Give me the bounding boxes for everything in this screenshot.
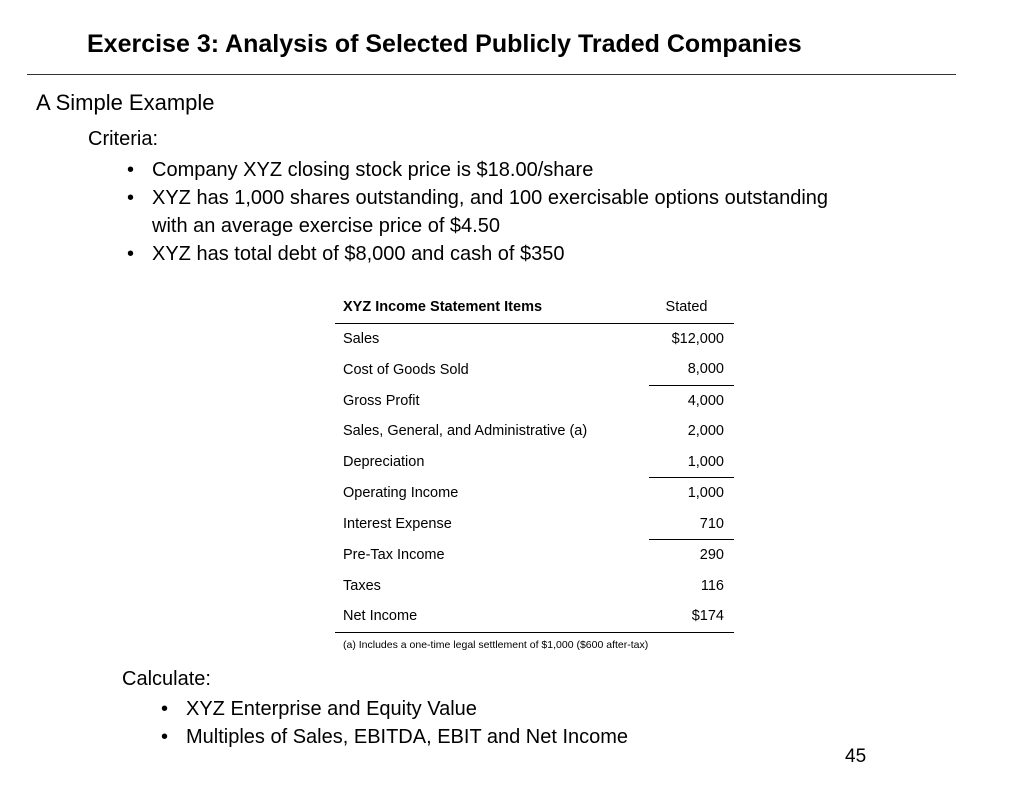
footnote-row bbox=[335, 632, 734, 657]
row-value: 116 bbox=[700, 577, 724, 594]
row-value: 710 bbox=[649, 509, 734, 540]
row-label: Net Income bbox=[335, 601, 649, 632]
calculate-list bbox=[161, 695, 801, 751]
row-value: 4,000 bbox=[687, 392, 724, 409]
row-value: 1,000 bbox=[649, 447, 734, 478]
criteria-label: Criteria: bbox=[88, 128, 159, 150]
criteria-list bbox=[127, 156, 847, 268]
page-number: 45 bbox=[845, 746, 867, 767]
column-header-items: XYZ Income Statement Items bbox=[335, 292, 649, 323]
criteria-item: • XYZ has total debt of $8,000 and cash of $350 bbox=[127, 240, 847, 268]
row-label: Interest Expense bbox=[343, 516, 452, 532]
row-value: $174 bbox=[649, 601, 734, 632]
row-label: Pre-Tax Income bbox=[343, 547, 445, 563]
table-row bbox=[335, 478, 734, 509]
criteria-item: • XYZ has 1,000 shares outstanding, and 100 exercisable options outstanding with an average exercise price of $4.50 bbox=[127, 184, 847, 240]
calculate-label: Calculate: bbox=[122, 668, 211, 690]
row-label: Operating Income bbox=[343, 485, 459, 501]
table-row bbox=[335, 385, 734, 416]
table-row bbox=[335, 571, 734, 602]
row-value: 2,000 bbox=[687, 423, 724, 440]
row-value: 1,000 bbox=[687, 485, 724, 502]
row-value: 8,000 bbox=[649, 354, 734, 385]
income-statement-table bbox=[335, 292, 734, 657]
table-row bbox=[335, 509, 734, 540]
table-row bbox=[335, 354, 734, 385]
column-header-stated: Stated bbox=[649, 292, 734, 323]
table-row bbox=[335, 447, 734, 478]
row-value: $12,000 bbox=[671, 330, 724, 347]
table-row bbox=[335, 540, 734, 571]
row-label: Depreciation bbox=[343, 454, 425, 470]
row-label: Sales bbox=[343, 330, 380, 347]
table-row bbox=[335, 601, 734, 632]
calculate-item: • XYZ Enterprise and Equity Value bbox=[161, 695, 801, 723]
section-heading: A Simple Example bbox=[36, 90, 215, 115]
criteria-item: • Company XYZ closing stock price is $18.00/share bbox=[127, 156, 847, 184]
row-label: Sales, General, and Administrative (a) bbox=[343, 423, 588, 440]
table-row bbox=[335, 416, 734, 447]
row-label: Gross Profit bbox=[343, 392, 420, 409]
row-label: Cost of Goods Sold bbox=[343, 361, 469, 378]
calculate-item: • Multiples of Sales, EBITDA, EBIT and Net Income bbox=[161, 723, 801, 751]
table-footnote: (a) Includes a one-time legal settlement of $1,000 ($600 after-tax) bbox=[343, 638, 649, 651]
table-header-row bbox=[335, 292, 734, 323]
row-value: 290 bbox=[699, 547, 724, 564]
title-divider bbox=[27, 74, 956, 75]
slide-title: Exercise 3: Analysis of Selected Publicly Traded Companies bbox=[87, 30, 802, 58]
table-row bbox=[335, 323, 734, 354]
row-label: Taxes bbox=[343, 577, 381, 594]
